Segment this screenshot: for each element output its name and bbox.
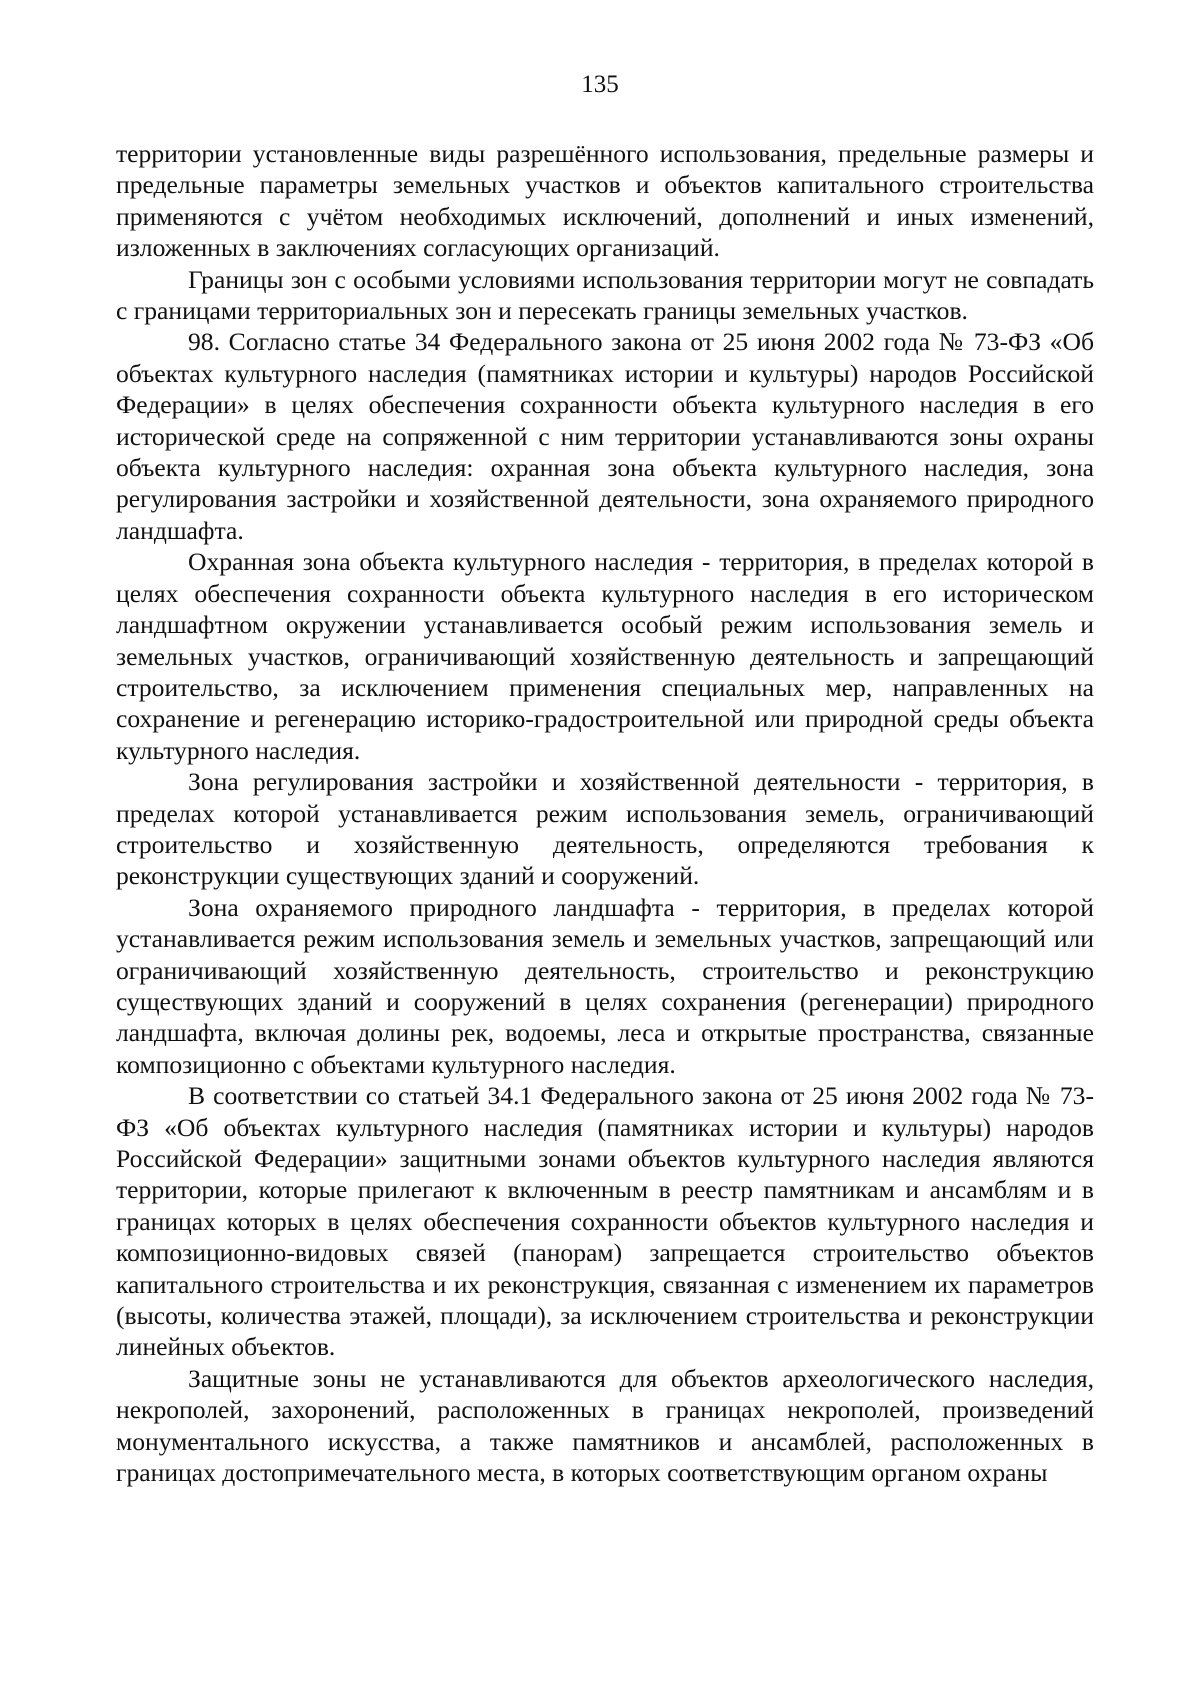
page-number: 135	[581, 71, 619, 98]
body-text	[116, 138, 1094, 1488]
paragraph-protection-zone: Охранная зона объекта культурного наследия - территория, в пределах которой в целях обеспечения сохранности объекта культурного наследия в его историческом ландшафтном окружении устанавливается особый режим использования земель и земельных участков, ограничивающий хозяйственную деятельность и запрещающий строительство, за исключением применения специальных мер, направленных на сохранение и регенерацию историко-градостроительной или природной среды объекта культурного наследия.	[116, 547, 1094, 765]
paragraph-article-34-1: В соответствии со статьей 34.1 Федерального закона от 25 июня 2002 года № 73-ФЗ «Об объектах культурного наследия (памятниках истории и культуры) народов Российской Федерации» защитными зонами объектов культурного наследия являются территории, которые прилегают к включенным в реестр памятникам и ансамблям и в границах которых в целях обеспечения сохранности объектов культурного наследия и композиционно-видовых связей (панорам) запрещается строительство объектов капитального строительства и их реконструкция, связанная с изменением их параметров (высоты, количества этажей, площади), за исключением строительства и реконструкции линейных объектов.	[116, 1081, 1094, 1362]
paragraph-landscape-zone: Зона охраняемого природного ландшафта - территория, в пределах которой устанавливается режим использования земель и земельных участков, запрещающий или ограничивающий хозяйственную деятельность, строительство и реконструкцию существующих зданий и сооружений в целях сохранения (регенерации) природного ландшафта, включая долины рек, водоемы, леса и открытые пространства, связанные композиционно с объектами культурного наследия.	[116, 892, 1094, 1079]
paragraph-development-regulation-zone: Зона регулирования застройки и хозяйственной деятельности - территория, в пределах которой устанавливается режим использования земель, ограничивающий строительство и хозяйственную деятельность, определяются требования к реконструкции существующих зданий и сооружений.	[116, 767, 1094, 891]
paragraph-item-98: 98. Согласно статье 34 Федерального закона от 25 июня 2002 года № 73-ФЗ «Об объектах культурного наследия (памятниках истории и культуры) народов Российской Федерации» в целях обеспечения сохранности объекта культурного наследия в его исторической среде на сопряженной с ним территории устанавливаются зоны охраны объекта культурного наследия: охранная зона объекта культурного наследия, зона регулирования застройки и хозяйственной деятельности, зона охраняемого природного ландшафта.	[116, 327, 1094, 545]
paragraph-zone-boundaries: Границы зон с особыми условиями использования территории могут не совпадать с границами территориальных зон и пересекать границы земельных участков.	[116, 264, 1094, 326]
paragraph-continuation: территории установленные виды разрешённого использования, предельные размеры и предельные параметры земельных участков и объектов капитального строительства применяются с учётом необходимых исключений, дополнений и иных изменений, изложенных в заключениях согласующих организаций.	[116, 139, 1094, 263]
paragraph-protective-zones-exceptions: Защитные зоны не устанавливаются для объектов археологического наследия, некрополей, захоронений, расположенных в границах некрополей, произведений монументального искусства, а также памятников и ансамблей, расположенных в границах достопримечательного места, в которых соответствующим органом охраны	[116, 1363, 1094, 1488]
